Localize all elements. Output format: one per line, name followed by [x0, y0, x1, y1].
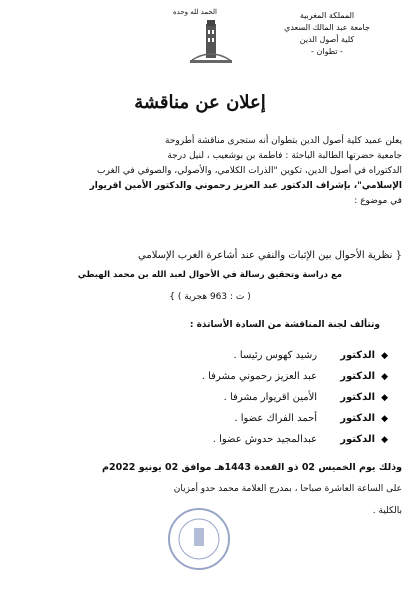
diamond-bullet-icon: ◆ [381, 371, 388, 382]
study-subtitle: مع دراسة وتحقيق رسالة في الأحوال لعبد الله بن محمد الهبطي [77, 270, 343, 280]
diamond-bullet-icon: ◆ [381, 434, 388, 445]
intro-line: يعلن عميد كلية أصول الدين بتطوان أنه ستجرى مناقشة أطروحة [165, 136, 402, 146]
member-role: الدكتور [340, 392, 376, 403]
page-title: إعلان عن مناقشة [134, 92, 266, 113]
committee-member [88, 429, 388, 450]
member-name: عبد العزيز رحموني مشرفا . [201, 371, 318, 382]
intro-line: جامعية حضرتها الطالبة الباحثة : فاطمة بن بوشعيب ، لنيل درجة [167, 151, 402, 161]
diamond-bullet-icon: ◆ [381, 350, 388, 361]
committee-list [88, 345, 388, 450]
member-role: الدكتور [340, 371, 376, 382]
intro-paragraph [16, 134, 402, 209]
defense-date: وذلك يوم الخميس 02 ذو القعدة 1443هـ موافق 02 يونيو 2022م [102, 462, 402, 473]
committee-member [88, 366, 388, 387]
death-year: ( ت : 963 هجرية ) } [169, 292, 251, 302]
member-role: الدكتور [340, 413, 376, 424]
faculty-name: كلية أصول الدين [299, 35, 355, 44]
university-name: جامعة عبد المالك السعدي [284, 23, 370, 32]
faculty-stamp-icon [166, 506, 232, 572]
closing-text: بالكلية . [372, 506, 402, 516]
diamond-bullet-icon: ◆ [381, 392, 388, 403]
member-name: أحمد الفراك عضوا . [234, 413, 318, 424]
institution-header [262, 10, 392, 58]
committee-heading: وتتألف لجنة المناقشة من السادة الأساتذة : [189, 320, 380, 330]
committee-member [88, 387, 388, 408]
committee-member [88, 408, 388, 429]
basmala: الحمد لله وحده [172, 8, 218, 16]
diamond-bullet-icon: ◆ [381, 413, 388, 424]
intro-line: الدكتوراه في أصول الدين، تكوين "الذرات الكلامي، والأصولي، والصوفي في الغرب [97, 166, 402, 176]
intro-line: الإسلامي"، بإشراف الدكتور عبد العزيز رحموني والدكتور الأمين اقريوار [89, 181, 402, 191]
committee-member [88, 345, 388, 366]
intro-line: في موضوع : [354, 196, 402, 206]
member-role: الدكتور [340, 434, 376, 445]
faculty-logo-icon [188, 20, 234, 70]
member-name: رشيد كهوس رئيسا . [233, 350, 318, 361]
member-name: الأمين اقريوار مشرفا . [223, 392, 318, 403]
defense-time-location: على الساعة العاشرة صباحا ، بمدرج العلامة محمد حدو أمزيان [173, 484, 402, 494]
thesis-title: { نظرية الأحوال بين الإثبات والنفي عند أشاعرة الغرب الإسلامي [138, 250, 402, 261]
kingdom-name: المملكة المغربية [299, 11, 355, 20]
member-role: الدكتور [340, 350, 376, 361]
member-name: عبدالمجيد حدوش عضوا . [212, 434, 318, 445]
city-name: - تطوان - [311, 47, 343, 56]
